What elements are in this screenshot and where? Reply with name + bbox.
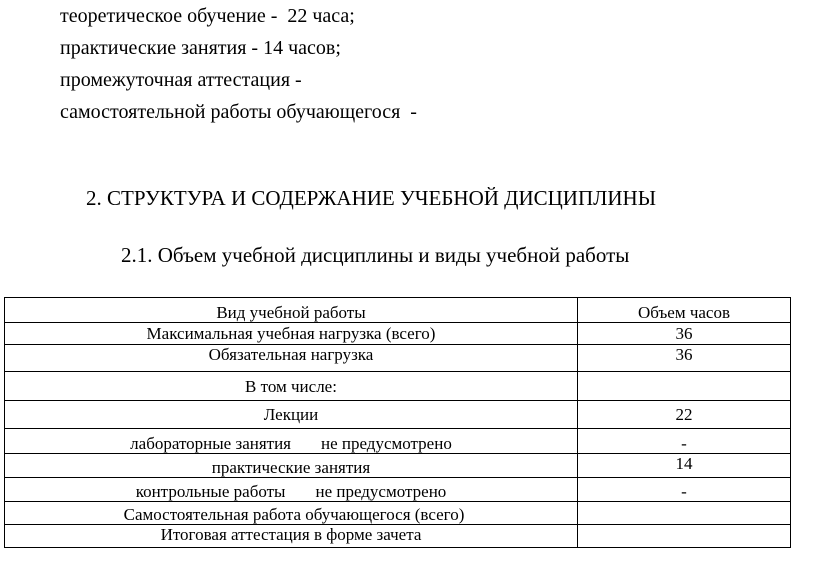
- table-row: [5, 323, 791, 345]
- intro-line: практические занятия - 14 часов;: [60, 37, 341, 59]
- intro-line: теоретическое обучение - 22 часа;: [60, 5, 355, 27]
- table-row: [5, 525, 791, 548]
- row-label: Максимальная учебная нагрузка (всего): [5, 323, 578, 345]
- intro-text: [60, 0, 417, 128]
- table-row: [5, 429, 791, 454]
- row-label: В том числе:: [5, 372, 578, 401]
- row-label: Итоговая аттестация в форме зачета: [5, 525, 578, 548]
- intro-line: промежуточная аттестация -: [60, 69, 302, 91]
- row-label: лабораторные занятия: [130, 434, 291, 453]
- subsection-title: 2.1. Объем учебной дисциплины и виды учебной работы: [121, 243, 630, 267]
- table-row: [5, 502, 791, 525]
- row-label: Обязательная нагрузка: [5, 345, 578, 372]
- row-value: -: [578, 429, 791, 454]
- row-value: -: [578, 478, 791, 502]
- row-value: [578, 525, 791, 548]
- row-value: 36: [578, 345, 791, 372]
- row-value: 22: [578, 401, 791, 429]
- table-header-row: [5, 298, 791, 323]
- row-note: не предусмотрено: [315, 482, 447, 501]
- row-label-with-note: [5, 478, 578, 502]
- table-row: [5, 345, 791, 372]
- hours-table: [4, 297, 791, 548]
- row-label: контрольные работы: [135, 482, 286, 501]
- section-title: 2. СТРУКТУРА И СОДЕРЖАНИЕ УЧЕБНОЙ ДИСЦИПЛИНЫ: [86, 186, 657, 210]
- row-label: Лекции: [5, 401, 578, 429]
- header-hours: Объем часов: [578, 298, 791, 323]
- table-row: [5, 454, 791, 478]
- row-label: практические занятия: [5, 454, 578, 478]
- row-value: [578, 372, 791, 401]
- row-label: Самостоятельная работа обучающегося (всего): [5, 502, 578, 525]
- row-note: не предусмотрено: [321, 434, 452, 453]
- header-work-type: Вид учебной работы: [5, 298, 578, 323]
- row-value: 14: [578, 454, 791, 478]
- row-value: 36: [578, 323, 791, 345]
- table-row: [5, 478, 791, 502]
- intro-line: самостоятельной работы обучающегося -: [60, 101, 417, 123]
- row-label-with-note: [5, 429, 578, 454]
- row-value: [578, 502, 791, 525]
- table-row: [5, 372, 791, 401]
- table-row: [5, 401, 791, 429]
